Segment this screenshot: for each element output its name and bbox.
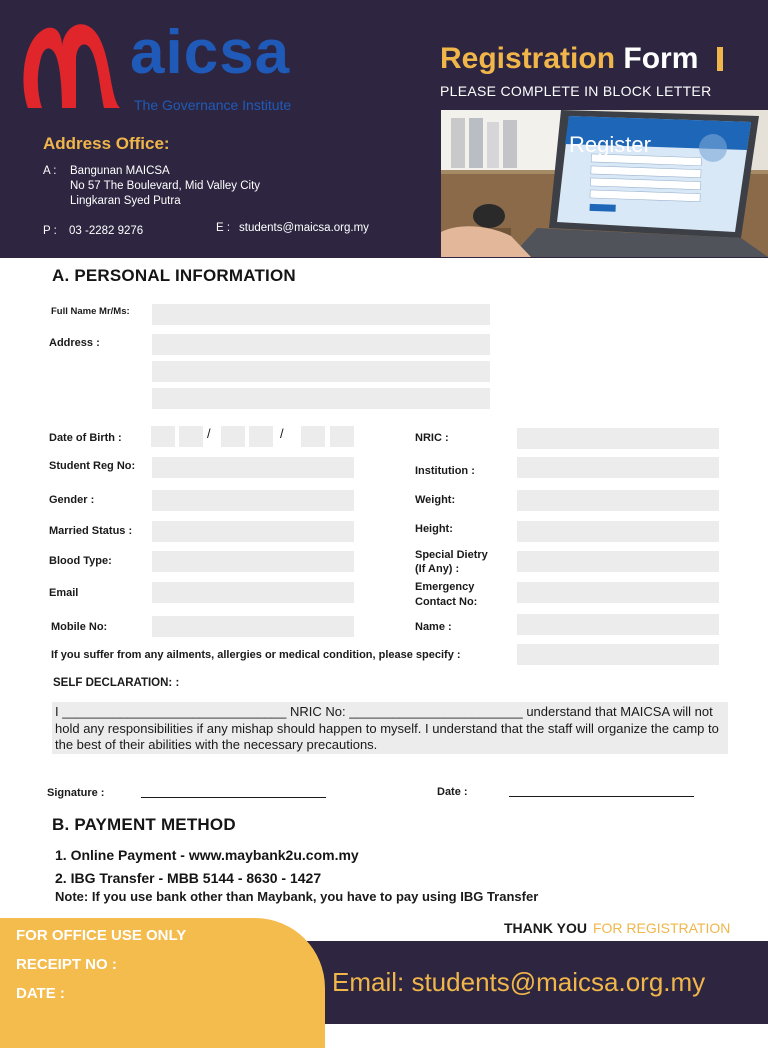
logo-m-mark [18,16,128,112]
student-reg-field[interactable] [152,457,354,478]
emergency-contact-field[interactable] [517,582,719,603]
nric-field[interactable] [517,428,719,449]
address-title: Address Office: [43,134,170,153]
dob-day-2[interactable] [179,426,203,447]
emergency-contact-label-line1: Emergency [415,581,475,593]
mobile-field[interactable] [152,616,354,637]
date-label: Date : [437,786,468,798]
address-field-2[interactable] [152,361,490,382]
address-line-3: Lingkaran Syed Putra [70,195,181,207]
dob-year-2[interactable] [330,426,354,447]
ailments-label: If you suffer from any ailments, allergies or medical condition, please specify : [51,649,461,661]
receipt-no-label: RECEIPT NO : [16,956,117,973]
mobile-label: Mobile No: [51,621,108,633]
address-field-1[interactable] [152,334,490,355]
logo-word: aicsa [130,18,291,87]
date-line[interactable] [509,796,694,797]
signature-label: Signature : [47,787,105,799]
dob-label: Date of Birth : [49,432,122,444]
email-prefix: E : [216,222,231,234]
payment-note: Note: If you use bank other than Maybank, you have to pay using IBG Transfer [55,889,539,904]
dob-month-2[interactable] [249,426,273,447]
dob-separator-2: / [280,426,284,441]
phone-prefix: P : [43,225,57,237]
blood-type-field[interactable] [152,551,354,572]
logo-tagline: The Governance Institute [134,97,292,113]
emergency-name-field[interactable] [517,614,719,635]
emergency-name-label: Name : [415,621,452,633]
married-status-field[interactable] [152,521,354,542]
for-registration-text: FOR REGISTRATION [592,920,731,936]
office-use-title: FOR OFFICE USE ONLY [16,927,187,944]
gender-field[interactable] [152,490,354,511]
institution-field[interactable] [517,457,719,478]
form-title [440,42,723,76]
form-subtitle: PLEASE COMPLETE IN BLOCK LETTER [440,83,712,99]
payment-option-ibg: 2. IBG Transfer - MBB 5144 - 8630 - 1427 [55,870,322,886]
email-field[interactable] [152,582,354,603]
ailments-field[interactable] [517,644,719,665]
title-accent-bar [717,47,723,71]
dob-day-1[interactable] [151,426,175,447]
special-dietry-field[interactable] [517,551,719,572]
address-prefix: A : [43,165,57,177]
married-status-label: Married Status : [49,525,133,537]
self-declaration-title: SELF DECLARATION: : [53,677,180,689]
full-name-field[interactable] [152,304,490,325]
payment-option-online: 1. Online Payment - www.maybank2u.com.my [55,847,359,863]
signature-line[interactable] [141,797,326,798]
gender-label: Gender : [49,494,95,506]
institution-label: Institution : [415,465,475,477]
footer-email: Email: students@maicsa.org.my [332,967,706,997]
student-reg-label: Student Reg No: [49,460,136,472]
register-laptop-photo [441,110,768,257]
section-personal-title: A. PERSONAL INFORMATION [52,266,296,285]
height-field[interactable] [517,521,719,542]
address-line-2: No 57 The Boulevard, Mid Valley City [70,180,261,192]
section-payment-title: B. PAYMENT METHOD [52,815,236,834]
address-label: Address : [49,337,100,349]
nric-label: NRIC : [415,432,449,444]
title-form: Form [623,42,699,75]
email-label: Email [49,587,79,599]
weight-field[interactable] [517,490,719,511]
full-name-label: Full Name Mr/Ms: [51,306,130,317]
special-dietry-label-line2: (If Any) : [415,563,460,575]
special-dietry-label-line1: Special Dietry [415,549,488,561]
thank-you-text: THANK YOU [504,920,587,936]
maicsa-logo [18,16,328,112]
emergency-contact-label-line2: Contact No: [415,596,478,608]
declaration-text: I _______________________________ NRIC No: ________________________ understand that MAICSA will not hold any responsibilities if any mishap should happen to myself. I understand that the staff will organize the camp to the best of their abilities with the necessary precautions. [55,704,719,752]
address-line-1: Bangunan MAICSA [70,165,170,177]
dob-year-1[interactable] [301,426,325,447]
dob-separator-1: / [207,426,211,441]
weight-label: Weight: [415,494,456,506]
address-field-3[interactable] [152,388,490,409]
office-date-label: DATE : [16,985,65,1002]
register-screen-label: Register [569,132,651,157]
blood-type-label: Blood Type: [49,555,112,567]
phone-number: 03 -2282 9276 [69,225,144,237]
dob-month-1[interactable] [221,426,245,447]
title-registration: Registration [440,42,616,75]
header-email: students@maicsa.org.my [239,222,369,234]
height-label: Height: [415,523,453,535]
thank-you-line [504,920,730,936]
